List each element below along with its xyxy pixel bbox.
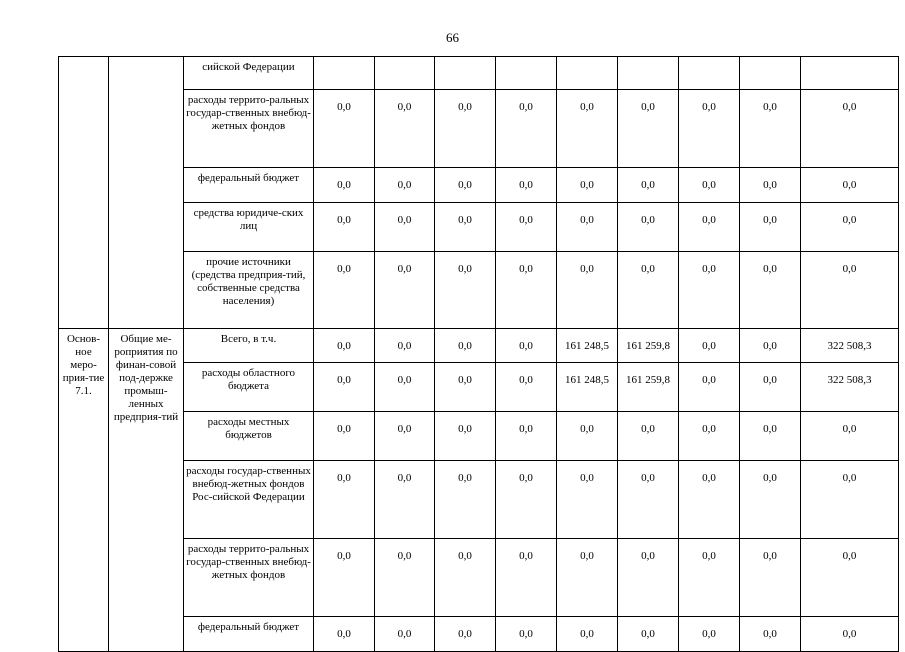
value-cell: 0,0 (679, 617, 740, 652)
value-cell: 0,0 (801, 617, 899, 652)
table-row (59, 617, 899, 652)
table-row (59, 168, 899, 203)
value-cell: 0,0 (314, 168, 375, 203)
table-row (59, 57, 899, 90)
value-cell: 0,0 (557, 90, 618, 168)
value-cell (375, 57, 435, 90)
name-cell-continued (109, 57, 184, 329)
value-cell: 0,0 (557, 252, 618, 329)
value-cell: 0,0 (496, 539, 557, 617)
table-row (59, 461, 899, 539)
table-row (59, 412, 899, 461)
value-cell: 0,0 (679, 90, 740, 168)
value-cell: 0,0 (314, 539, 375, 617)
value-cell: 0,0 (618, 461, 679, 539)
value-cell (801, 57, 899, 90)
funding-source-cell: сийской Федерации (184, 57, 314, 90)
value-cell: 0,0 (435, 203, 496, 252)
value-cell: 161 259,8 (618, 329, 679, 363)
value-cell (496, 57, 557, 90)
value-cell: 0,0 (801, 539, 899, 617)
value-cell: 0,0 (496, 329, 557, 363)
value-cell: 0,0 (375, 90, 435, 168)
value-cell: 0,0 (740, 203, 801, 252)
funding-source-cell: расходы государ-ственных внебюд-жетных фондов Рос-сийской Федерации (184, 461, 314, 539)
value-cell: 0,0 (375, 203, 435, 252)
value-cell: 0,0 (314, 363, 375, 412)
page-number: 66 (446, 30, 459, 45)
value-cell: 0,0 (557, 168, 618, 203)
value-cell: 0,0 (314, 329, 375, 363)
value-cell: 0,0 (435, 90, 496, 168)
table-row (59, 90, 899, 168)
table-row (59, 252, 899, 329)
value-cell: 0,0 (435, 168, 496, 203)
value-cell: 0,0 (496, 461, 557, 539)
value-cell: 0,0 (557, 539, 618, 617)
value-cell: 0,0 (801, 252, 899, 329)
value-cell: 0,0 (618, 203, 679, 252)
value-cell: 0,0 (375, 539, 435, 617)
value-cell: 0,0 (740, 90, 801, 168)
value-cell: 0,0 (618, 168, 679, 203)
value-cell: 0,0 (557, 617, 618, 652)
funding-source-cell: прочие источники (средства предприя-тий, собственные средства населения) (184, 252, 314, 329)
value-cell: 0,0 (679, 461, 740, 539)
value-cell: 0,0 (435, 461, 496, 539)
value-cell: 0,0 (801, 412, 899, 461)
value-cell: 0,0 (740, 539, 801, 617)
value-cell: 0,0 (618, 617, 679, 652)
value-cell: 0,0 (314, 461, 375, 539)
value-cell: 161 259,8 (618, 363, 679, 412)
value-cell: 0,0 (618, 252, 679, 329)
funding-source-cell: Всего, в т.ч. (184, 329, 314, 363)
value-cell: 0,0 (375, 168, 435, 203)
funding-source-cell: федеральный бюджет (184, 617, 314, 652)
value-cell: 0,0 (679, 252, 740, 329)
value-cell (618, 57, 679, 90)
value-cell: 0,0 (314, 617, 375, 652)
value-cell: 0,0 (435, 412, 496, 461)
value-cell: 0,0 (618, 90, 679, 168)
value-cell: 0,0 (496, 363, 557, 412)
value-cell: 0,0 (618, 412, 679, 461)
funding-source-cell: расходы террито-ральных государ-ственных внебюд-жетных фондов (184, 90, 314, 168)
value-cell: 0,0 (496, 252, 557, 329)
funding-source-cell: расходы местных бюджетов (184, 412, 314, 461)
value-cell: 0,0 (801, 461, 899, 539)
value-cell: 0,0 (618, 539, 679, 617)
value-cell: 0,0 (435, 539, 496, 617)
value-cell: 161 248,5 (557, 363, 618, 412)
value-cell: 0,0 (679, 329, 740, 363)
value-cell: 0,0 (496, 412, 557, 461)
value-cell: 161 248,5 (557, 329, 618, 363)
value-cell: 0,0 (557, 461, 618, 539)
value-cell: 0,0 (375, 617, 435, 652)
value-cell: 0,0 (375, 252, 435, 329)
value-cell (679, 57, 740, 90)
table-row (59, 203, 899, 252)
value-cell: 0,0 (679, 168, 740, 203)
value-cell (557, 57, 618, 90)
value-cell: 0,0 (435, 329, 496, 363)
value-cell: 0,0 (740, 617, 801, 652)
value-cell: 322 508,3 (801, 329, 899, 363)
value-cell: 0,0 (496, 617, 557, 652)
value-cell: 0,0 (801, 168, 899, 203)
value-cell: 0,0 (557, 412, 618, 461)
value-cell: 0,0 (314, 412, 375, 461)
value-cell: 0,0 (496, 168, 557, 203)
value-cell: 0,0 (740, 363, 801, 412)
value-cell: 0,0 (435, 617, 496, 652)
funding-source-cell: федеральный бюджет (184, 168, 314, 203)
measure-status-cell: Основ-ное меро-прия-тие 7.1. (59, 329, 109, 652)
value-cell: 0,0 (740, 168, 801, 203)
funding-source-cell: средства юридиче-ских лиц (184, 203, 314, 252)
value-cell: 0,0 (679, 363, 740, 412)
value-cell: 0,0 (496, 203, 557, 252)
value-cell (314, 57, 375, 90)
table-row (59, 539, 899, 617)
value-cell: 0,0 (557, 203, 618, 252)
funding-source-cell: расходы террито-ральных государ-ственных внебюд-жетных фондов (184, 539, 314, 617)
value-cell: 0,0 (435, 363, 496, 412)
funding-source-cell: расходы областного бюджета (184, 363, 314, 412)
value-cell: 0,0 (375, 329, 435, 363)
value-cell: 0,0 (740, 329, 801, 363)
value-cell: 0,0 (740, 461, 801, 539)
value-cell: 0,0 (801, 203, 899, 252)
value-cell: 0,0 (679, 203, 740, 252)
value-cell: 0,0 (740, 412, 801, 461)
status-cell-continued (59, 57, 109, 329)
table-row (59, 329, 899, 363)
value-cell: 0,0 (314, 203, 375, 252)
value-cell: 0,0 (679, 412, 740, 461)
value-cell: 0,0 (314, 90, 375, 168)
value-cell: 0,0 (740, 252, 801, 329)
value-cell: 0,0 (375, 412, 435, 461)
value-cell (740, 57, 801, 90)
table-row (59, 363, 899, 412)
value-cell: 0,0 (375, 461, 435, 539)
value-cell (435, 57, 496, 90)
budget-table (58, 56, 899, 652)
measure-name-cell: Общие ме-роприятия по финан-совой под-держке промыш-ленных предприя-тий (109, 329, 184, 652)
value-cell: 0,0 (679, 539, 740, 617)
value-cell: 0,0 (435, 252, 496, 329)
value-cell: 0,0 (496, 90, 557, 168)
value-cell: 322 508,3 (801, 363, 899, 412)
value-cell: 0,0 (801, 90, 899, 168)
value-cell: 0,0 (375, 363, 435, 412)
value-cell: 0,0 (314, 252, 375, 329)
